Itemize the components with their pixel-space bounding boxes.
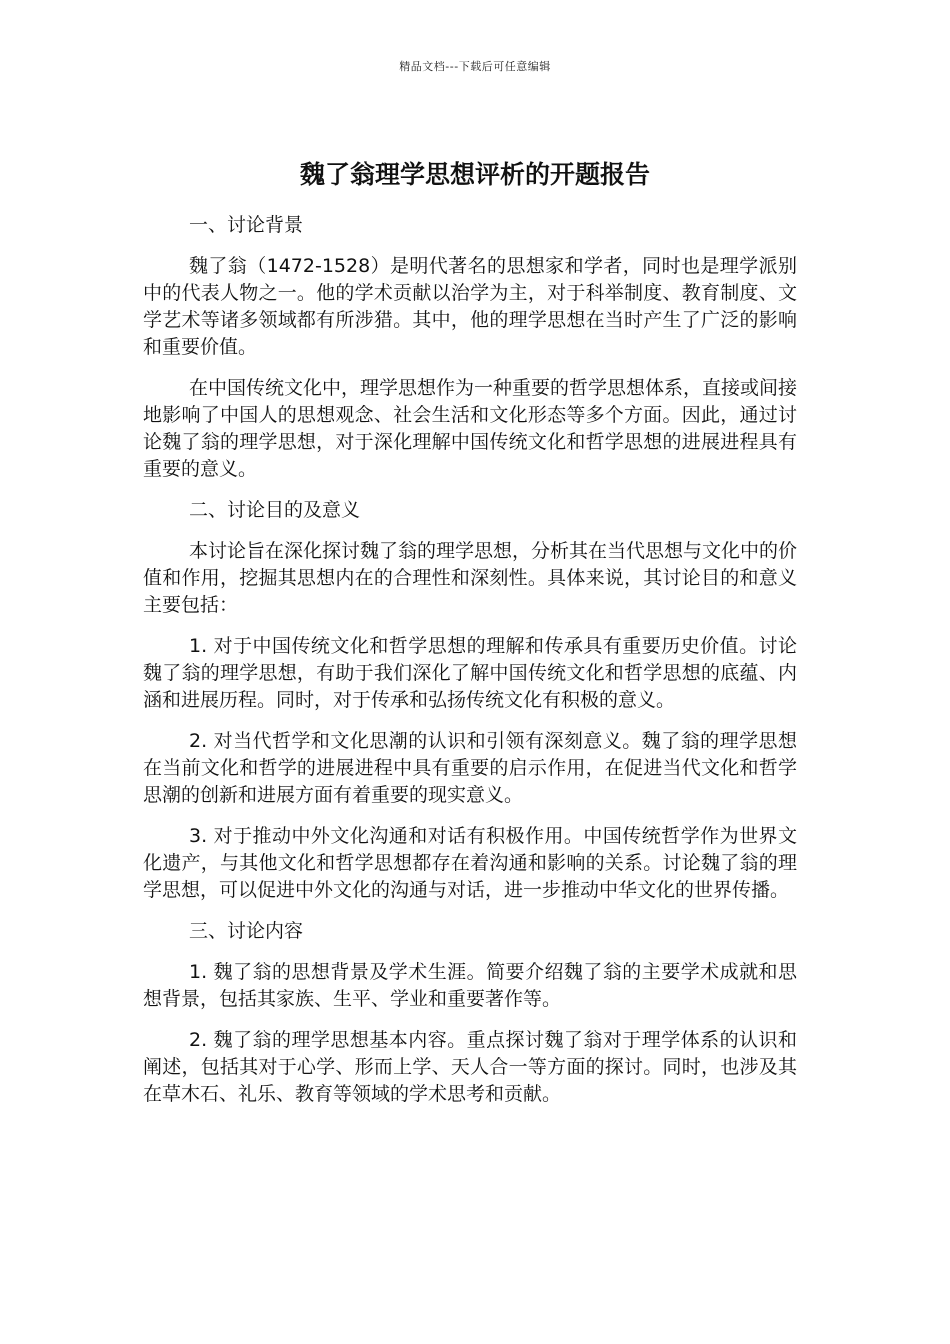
section-heading-purpose: 二、讨论目的及意义 [189,499,361,521]
list-item-paragraph: 3. 对于推动中外文化沟通和对话有积极作用。中国传统哲学作为世界文化遗产，与其他文化和哲学思想都存在着沟通和影响的关系。讨论魏了翁的理学思想，可以促进中外文化的沟通与对话，进一步推动中华文化的世界传播。 [143,825,797,901]
paragraph: 本讨论旨在深化探讨魏了翁的理学思想，分析其在当代思想与文化中的价值和作用，挖掘其思想内在的合理性和深刻性。具体来说，其讨论目的和意义主要包括： [143,540,798,616]
document-title: 魏了翁理学思想评析的开题报告 [299,159,650,189]
section-heading-content: 三、讨论内容 [189,920,304,942]
list-item-paragraph: 2. 魏了翁的理学思想基本内容。重点探讨魏了翁对于理学体系的认识和阐述，包括其对于心学、形而上学、天人合一等方面的探讨。同时，也涉及其在草木石、礼乐、教育等领域的学术思考和贡献。 [143,1029,797,1105]
paragraph: 魏了翁（1472-1528）是明代著名的思想家和学者，同时也是理学派别中的代表人物之一。他的学术贡献以治学为主，对于科举制度、教育制度、文学艺术等诸多领域都有所涉猎。其中，他的理学思想在当时产生了广泛的影响和重要价值。 [143,255,797,358]
section-heading-background: 一、讨论背景 [189,214,304,236]
list-item-paragraph: 2. 对当代哲学和文化思潮的认识和引领有深刻意义。魏了翁的理学思想在当前文化和哲学的进展进程中具有重要的启示作用，在促进当代文化和哲学思潮的创新和进展方面有着重要的现实意义。 [143,730,797,806]
header-note: 精品文档---下载后可任意编辑 [399,60,551,73]
list-item-paragraph: 1. 对于中国传统文化和哲学思想的理解和传承具有重要历史价值。讨论魏了翁的理学思想，有助于我们深化了解中国传统文化和哲学思想的底蕴、内涵和进展历程。同时，对于传承和弘扬传统文化有积极的意义。 [143,635,797,711]
list-item-paragraph: 1. 魏了翁的思想背景及学术生涯。简要介绍魏了翁的主要学术成就和思想背景，包括其家族、生平、学业和重要著作等。 [143,961,797,1010]
paragraph: 在中国传统文化中，理学思想作为一种重要的哲学思想体系，直接或间接地影响了中国人的思想观念、社会生活和文化形态等多个方面。因此，通过讨论魏了翁的理学思想，对于深化理解中国传统文化和哲学思想的进展进程具有重要的意义。 [143,377,798,480]
document-body [143,212,797,1122]
